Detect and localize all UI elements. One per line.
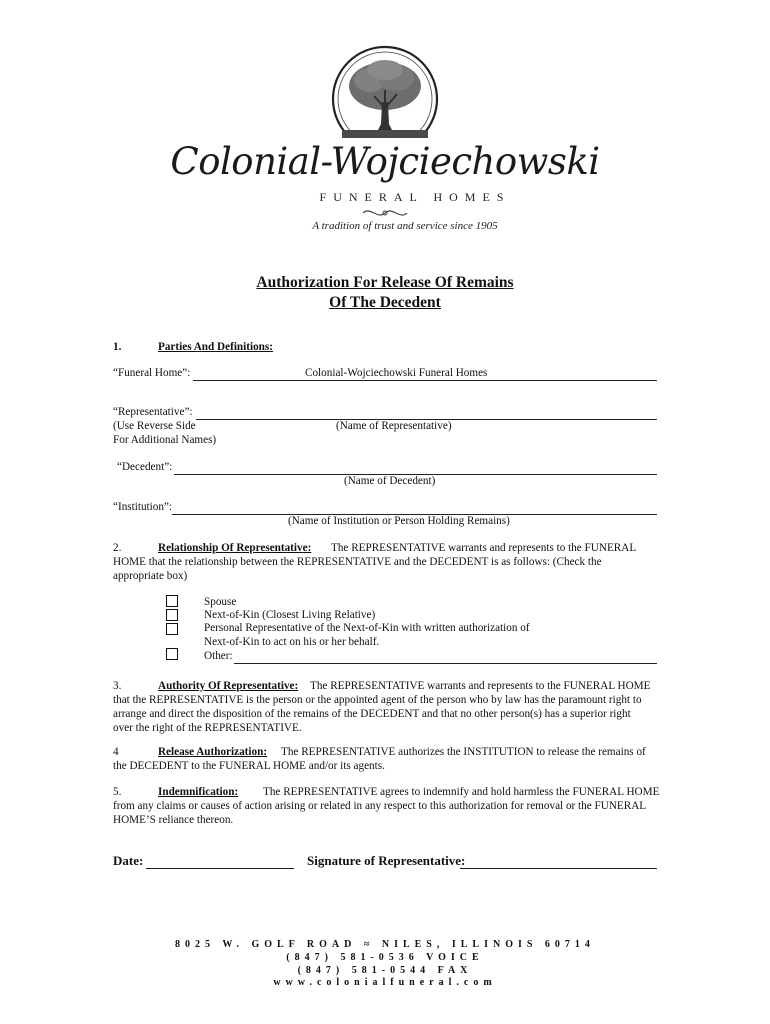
section-2-heading: Relationship Of Representative:: [158, 542, 312, 554]
representative-label: “Representative”:: [113, 406, 193, 418]
funeral-home-label: “Funeral Home”:: [113, 367, 191, 379]
other-field[interactable]: [234, 650, 657, 664]
section-4-number: 4: [113, 746, 119, 758]
section-5-heading: Indemnification:: [158, 786, 239, 798]
document-title-line2: Of The Decedent: [329, 294, 441, 311]
personal-representative-checkbox[interactable]: [166, 623, 178, 635]
institution-caption: (Name of Institution or Person Holding Remains): [288, 515, 510, 527]
date-label: Date:: [113, 853, 144, 868]
section-1-number: 1.: [113, 341, 122, 353]
signature-field[interactable]: [460, 853, 657, 869]
section-3-line2: that the REPRESENTATIVE is the person or the appointed agent of the person who by law has the paramount right to: [113, 694, 642, 706]
document-title: Authorization For Release Of Remains: [256, 274, 514, 291]
footer-voice-phone: (847) 581-0536 VOICE: [286, 952, 484, 963]
section-5-number: 5.: [113, 786, 122, 798]
section-4-heading: Release Authorization:: [158, 746, 268, 758]
brand-subtitle: FUNERAL HOMES: [319, 190, 511, 204]
section-3-line4: over the right of the REPRESENTATIVE.: [113, 722, 302, 734]
personal-representative-label-cont: Next-of-Kin to act on his or her behalf.: [204, 636, 380, 648]
other-label: Other:: [204, 650, 233, 662]
footer-website: www.colonialfuneral.com: [273, 977, 497, 988]
brand-tagline: A tradition of trust and service since 1905: [312, 220, 498, 232]
section-3-heading: Authority Of Representative:: [158, 680, 299, 692]
footer-fax: (847) 581-0544 FAX: [297, 965, 473, 976]
section-2-line2: HOME that the relationship between the REPRESENTATIVE and the DECEDENT is as follows: (Check the: [113, 556, 602, 568]
section-1-heading: Parties And Definitions:: [158, 341, 273, 353]
spouse-checkbox[interactable]: [166, 595, 178, 607]
ornament-swirl-icon: [360, 207, 410, 219]
footer-address: 8025 W. GOLF ROAD ≈ NILES, ILLINOIS 60714: [175, 939, 595, 950]
section-5-line3: HOME’S reliance thereon.: [113, 814, 234, 826]
representative-caption: (Name of Representative): [336, 420, 452, 432]
institution-field[interactable]: [172, 501, 657, 515]
signature-label: Signature of Representative:: [307, 853, 466, 868]
section-4-line1: The REPRESENTATIVE authorizes the INSTITUTION to release the remains of: [281, 746, 646, 758]
section-5-line1: The REPRESENTATIVE agrees to indemnify and hold harmless the FUNERAL HOME: [263, 786, 660, 798]
section-2-number: 2.: [113, 542, 122, 554]
decedent-caption: (Name of Decedent): [344, 475, 436, 487]
funeral-home-value: Colonial-Wojciechowski Funeral Homes: [305, 367, 488, 379]
date-field[interactable]: [146, 853, 294, 869]
use-reverse-note: (Use Reverse Side: [113, 420, 196, 432]
section-3-line3: arrange and direct the disposition of the remains of the DECEDENT and that no other person(s) has a superior right: [113, 708, 631, 720]
section-4-line2: the DECEDENT to the FUNERAL HOME and/or its agents.: [113, 760, 385, 772]
section-3-line1: The REPRESENTATIVE warrants and represents to the FUNERAL HOME: [310, 680, 651, 692]
tree-logo-emblem: [330, 44, 440, 154]
brand-name: Colonial-Wojciechowski: [170, 140, 600, 183]
decedent-field[interactable]: [174, 461, 657, 475]
section-3-number: 3.: [113, 680, 122, 692]
decedent-label: “Decedent”:: [117, 461, 173, 473]
other-checkbox[interactable]: [166, 648, 178, 660]
section-2-line1: The REPRESENTATIVE warrants and represents to the FUNERAL: [331, 542, 637, 554]
personal-representative-label: Personal Representative of the Next-of-Kin with written authorization of: [204, 622, 530, 634]
section-5-line2: from any claims or causes of action arising or related in any respect to this authorization for removal or the FUNERAL: [113, 800, 647, 812]
institution-label: “Institution”:: [113, 501, 173, 513]
section-2-line3: appropriate box): [113, 570, 188, 582]
next-of-kin-label: Next-of-Kin (Closest Living Relative): [204, 609, 376, 621]
additional-names-note: For Additional Names): [113, 434, 217, 446]
spouse-label: Spouse: [204, 596, 237, 608]
representative-field[interactable]: [196, 406, 657, 420]
next-of-kin-checkbox[interactable]: [166, 609, 178, 621]
